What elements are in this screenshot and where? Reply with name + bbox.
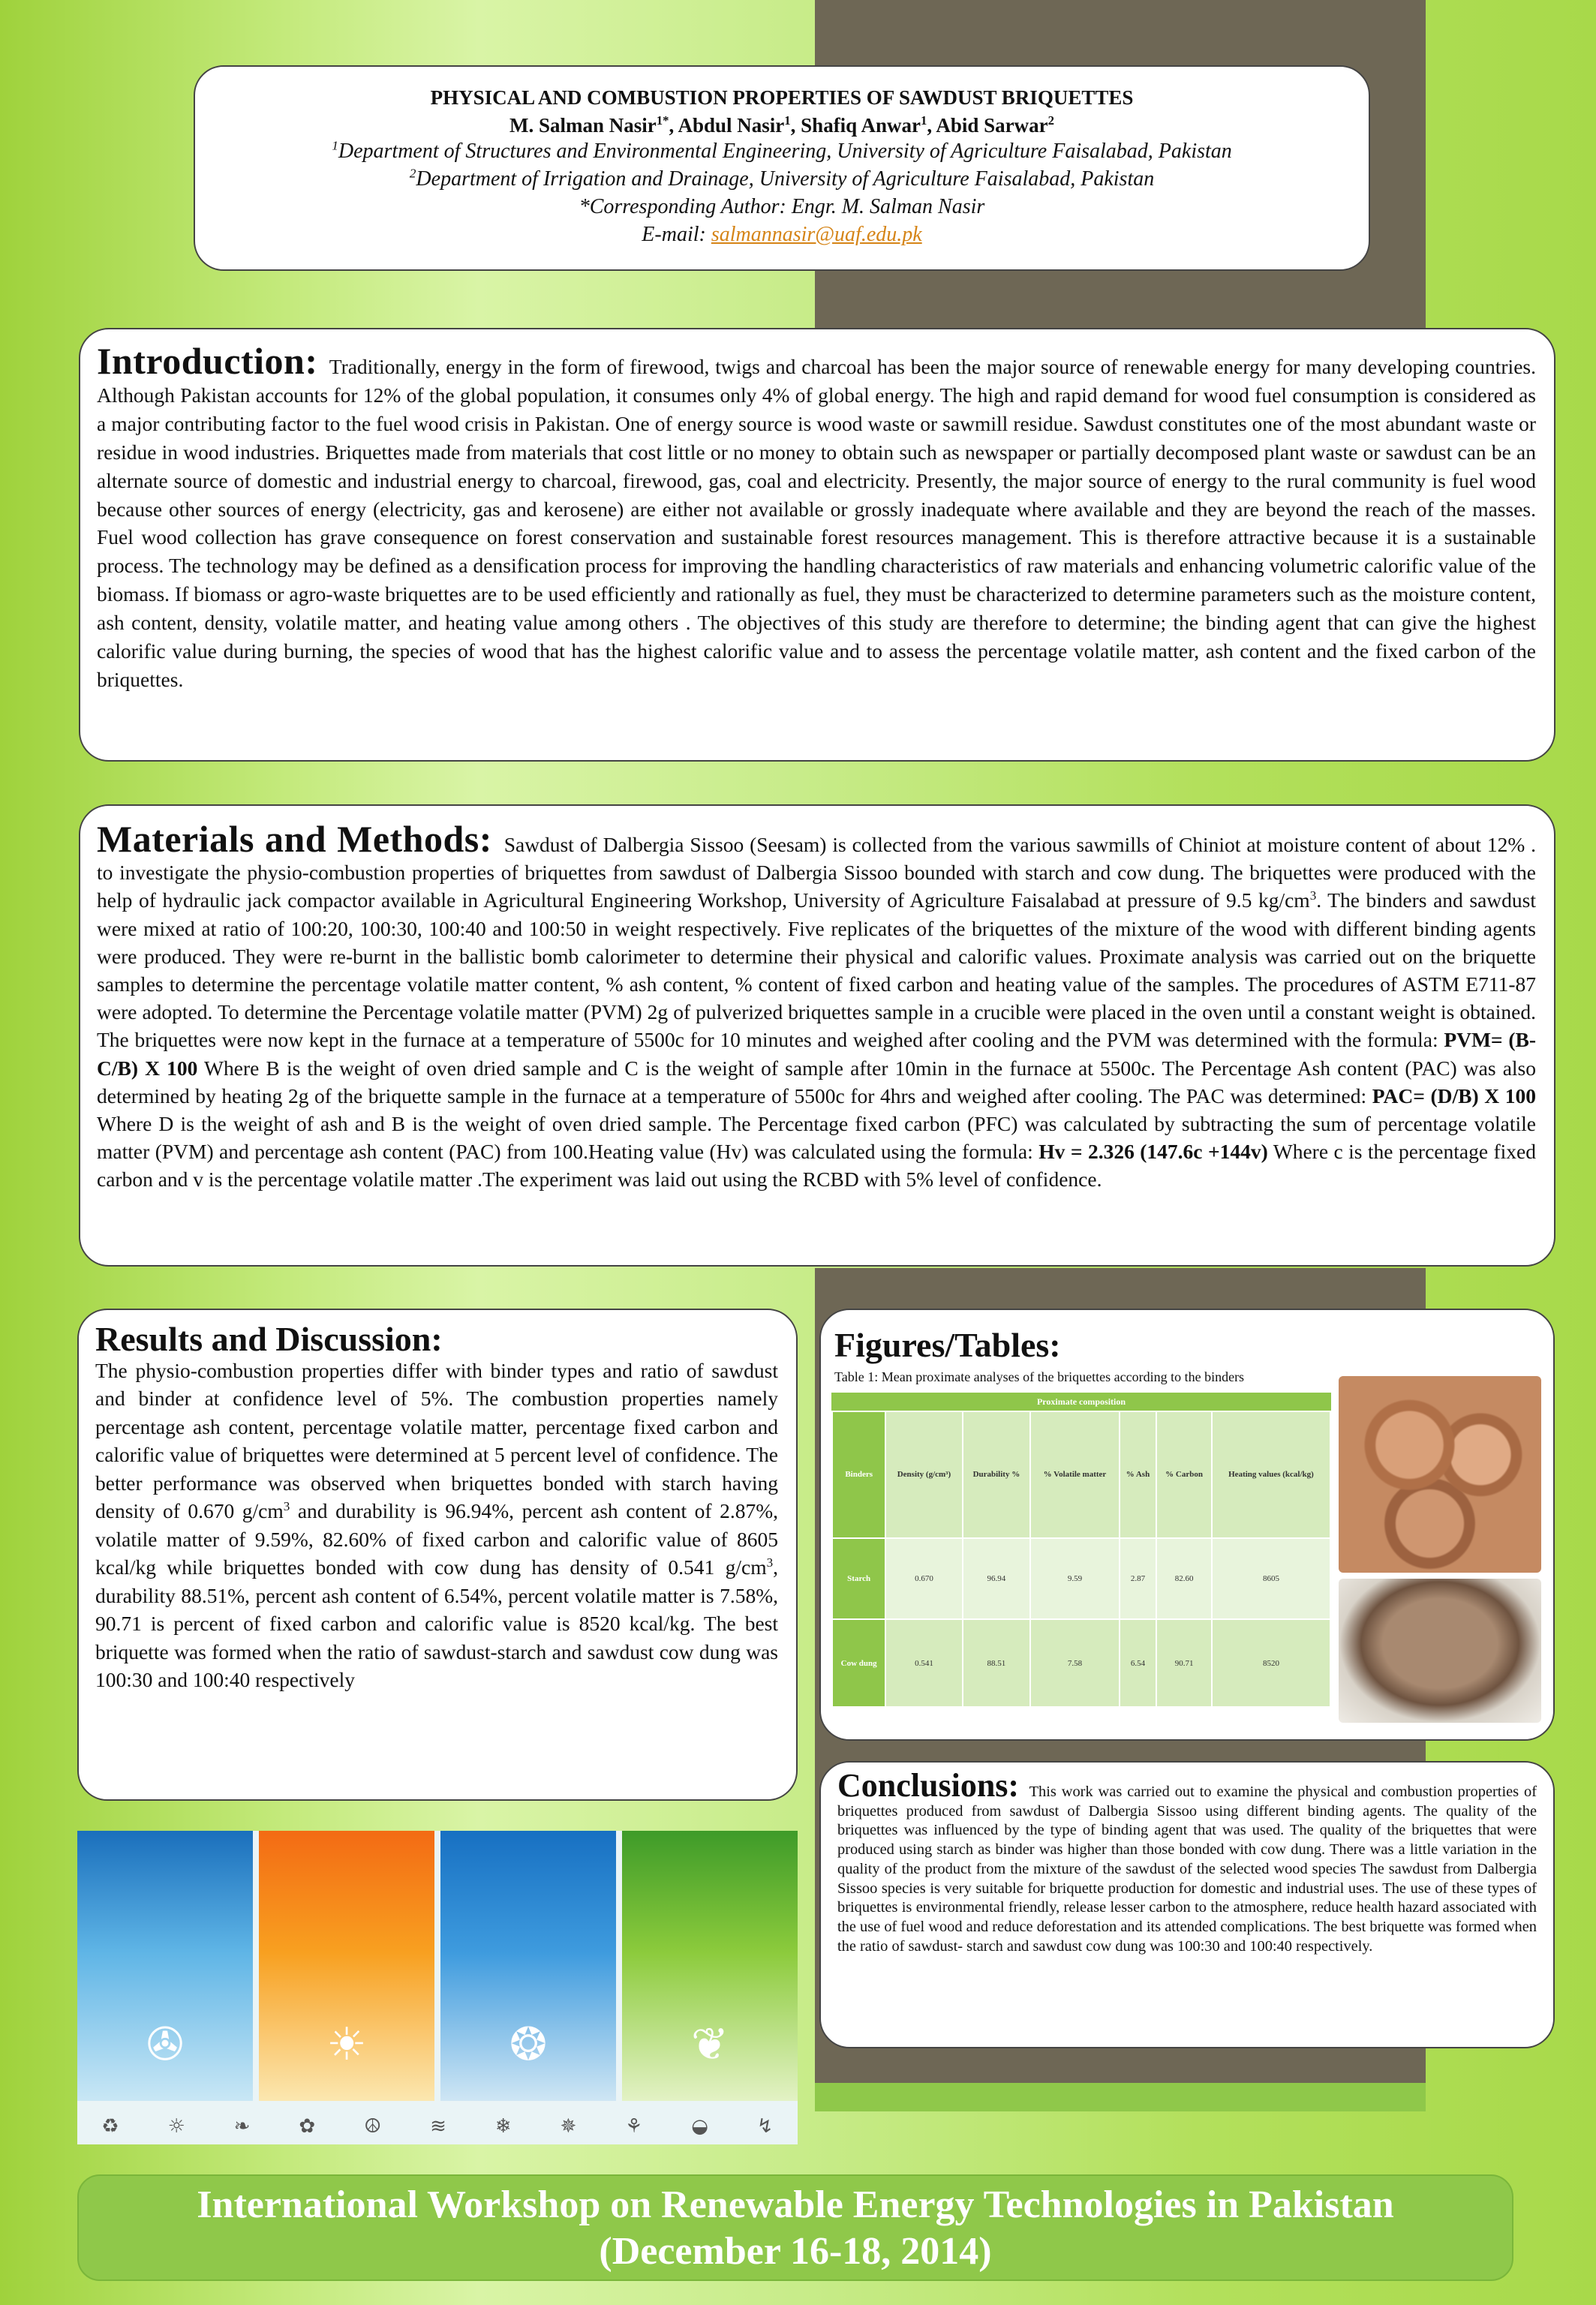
sprout-icon: ⚘: [625, 2115, 643, 2138]
icon-strip: [77, 2111, 798, 2141]
solar-panel: [259, 1831, 434, 2101]
table-cell: 0.541: [885, 1619, 962, 1707]
table-cell: 82.60: [1156, 1538, 1212, 1619]
table-cell: 2.87: [1120, 1538, 1157, 1619]
wind-icon: ↯: [756, 2115, 774, 2138]
author-name: Shafiq Anwar: [801, 114, 921, 137]
sun-icon: ☼: [167, 2115, 185, 2138]
leaf-icon: ❧: [233, 2115, 251, 2138]
column-header: Binders: [832, 1411, 885, 1538]
flower-icon: ✿: [299, 2115, 316, 2138]
methods-section: Materials and Methods: Sawdust of Dalbergia Sissoo (Seesam) is collected from the various sawmills of Chiniot at moisture content of about 12% . to investigate the physio-combustion properties of briquettes from sawdust of Dalbergia Sissoo bounded with starch and cow dung. The briquettes were produced with the help of hydraulic jack compactor available in Agricultural Engineering Workshop, University of Agriculture Faisalabad at pressure of 9.5 $kg/cm^3$. The binders and sawdust were mixed at ratio of 100:20, 100:30, 100:40 and 100:50 in weight respectively. Five replicates of the briquettes of the mixture of the wood with different binding agents were produced. They were re-burnt in the ballistic bomb calorimeter to determine their physical and calorific values. Proximate analysis was carried out on the briquette samples to determine the percentage volatile matter content, % ash content, % content of fixed carbon and heating value of the samples. The procedures of ASTM E711-87 were adopted. To determine the Percentage volatile matter (PVM) 2g of pulverized briquettes sample in a crucible were placed in the oven until a constant weight is obtained. The briquettes were now kept in the furnace at a temperature of 5500c for 10 minutes and weighed after cooling and the PVM was determined with the formula: PVM= (B-C/B) X 100 Where B is the weight of oven dried sample and C is the weight of sample after 10min in the furnace at 5500c. The Percentage Ash content (PAC) was also determined by heating 2g of the briquette sample in the furnace at a temperature of 5500c for 4hrs and weighed after cooling. The PAC was determined: PAC= (D/B) X 100 Where D is the weight of ash and B is the weight of oven dried sample. The Percentage fixed carbon (PFC) was calculated by subtracting the sum of percentage volatile matter (PVM) and percentage ash content (PAC) from 100.Heating value (Hv) was calculated using the formula: Hv = 2.326 (147.6c +144v) Where c is the percentage fixed carbon and v is the percentage volatile matter .The experiment was laid out using the RCBD with 5% level of confidence.: [79, 804, 1555, 1267]
column-header: % Ash: [1120, 1411, 1157, 1538]
title-panel: [194, 65, 1370, 271]
table-cell: 8605: [1212, 1538, 1330, 1619]
corresponding-author: *Corresponding Author: Engr. M. Salman Nasir: [579, 195, 985, 218]
introduction-heading: Introduction:: [97, 340, 318, 382]
introduction-text: Traditionally, energy in the form of firewood, twigs and charcoal has been the major source of renewable energy for many developing countries. Although Pakistan accounts for 12% of the global population, it consumes only 4% of global energy. The high and rapid demand for wood fuel consumption is considered as a major contributing factor to the fuel wood crisis in Pakistan. One of energy source is wood waste or sawmill residue. Sawdust constitutes one of the most abundant waste or residue in wood industries. Briquettes made from materials that cost little or no money to obtain such as newspaper or partially decomposed plant waste or sawdust can be an alternate source of domestic and industrial energy to charcoal, firewood, gas, coal and electricity. Presently, the major source of energy to the rural community is fuel wood because other sources of energy (electricity, gas and kerosene) are either not available or grossly inadequate where available and they are beyond the reach of the masses. Fuel wood collection has grave consequence on forest conservation and sustainable forest resources management. This is therefore attractive because it is a sustainable process. The technology may be defined as a densification process for improving the handling characteristics of raw materials and enhancing volumetric calorific value of the biomass. If biomass or agro-waste briquettes are to be used efficiently and rationally as fuel, they must be characterized to determine parameters such as the moisture content, ash content, density, volatile matter, and heating value among others . The objectives of this study are therefore to determine; the binding agent that can give the highest calorific value during burning, the species of wood that has the highest calorific value and to assess the percentage volatile matter, ash content and the fixed carbon of the briquettes.: [97, 355, 1536, 691]
formula-pvm: PVM= (B-C/B) X 100: [97, 1028, 1536, 1080]
briquettes-photo: [1339, 1376, 1541, 1573]
water-drop-icon: ◒: [691, 2115, 708, 2138]
author-name: M. Salman Nasir: [509, 114, 657, 137]
recycle-icon: ♻: [101, 2115, 119, 2138]
table-cell: 9.59: [1030, 1538, 1119, 1619]
conclusions-section: [819, 1761, 1555, 2048]
results-section: Results and Discussion: The physio-combustion properties differ with binder types and ratio of sawdust and binder at confidence level of 5%. The combustion properties namely percentage ash content, percentage volatile matter, percentage fixed carbon and calorific value of briquettes were determined at 5 percent level of confidence. The better performance was observed when briquettes bonded with starch having density of 0.670 $g/cm^3$ and durability is 96.94%, percent ash content of 2.87%, volatile matter of 9.59%, 82.60% of fixed carbon and calorific value of 8605 kcal/kg while briquettes bonded with cow dung has density of 0.541 $g/cm^3$, durability 88.51%, percent ash content of 6.54%, percent volatile matter is 7.58%, 90.71 is percent of fixed carbon and calorific value is 8520 kcal/kg. The best briquette was formed when the ratio of sawdust-starch and sawdust cow dung was 100:30 and 100:40 respectively: [77, 1309, 798, 1801]
sun-icon: ☀: [326, 2018, 367, 2071]
table-cell: 96.94: [963, 1538, 1031, 1619]
conference-footer: [77, 2174, 1513, 2281]
plant-icon: ❦: [690, 2018, 729, 2071]
conference-dates: (December 16-18, 2014): [599, 2230, 992, 2273]
table-cell: Starch: [832, 1538, 885, 1619]
star-icon: ✵: [560, 2115, 577, 2138]
table-group-header: Proximate composition: [1036, 1396, 1126, 1407]
table-cell: 90.71: [1156, 1619, 1212, 1707]
figures-heading: Figures/Tables:: [834, 1326, 1061, 1364]
snow-icon: ❄: [494, 2115, 512, 2138]
table-grid: [831, 1411, 1331, 1708]
column-header: Durability %: [963, 1411, 1031, 1538]
table-cell: 7.58: [1030, 1619, 1119, 1707]
email-link[interactable]: salmannasir@uaf.edu.pk: [711, 223, 922, 246]
wind-turbine-icon: ✇: [146, 2018, 185, 2071]
table-header-row: [832, 1411, 1330, 1538]
results-heading: Results and Discussion:: [95, 1320, 443, 1358]
table-row: [832, 1619, 1330, 1707]
briquette-closeup-photo: [1339, 1579, 1541, 1723]
column-header: Density (g/cm³): [885, 1411, 962, 1538]
table-cell: 88.51: [963, 1619, 1031, 1707]
email-line: E-mail: salmannasir@uaf.edu.pk: [642, 223, 922, 246]
author-name: Abid Sarwar: [936, 114, 1048, 137]
table-row: [832, 1538, 1330, 1619]
table-caption: Table 1: Mean proximate analyses of the briquettes according to the binders: [834, 1369, 1245, 1384]
seeds-icon: ❂: [509, 2018, 548, 2071]
introduction-section: [79, 328, 1555, 762]
column-header: % Carbon: [1156, 1411, 1212, 1538]
figures-section: [819, 1309, 1555, 1741]
table-cell: 8520: [1212, 1619, 1330, 1707]
column-header: % Volatile matter: [1030, 1411, 1119, 1538]
affiliation-1: $^1$Department of Structures and Environmental Engineering, University of Agriculture Faisalabad, Pakistan: [332, 138, 1232, 163]
formula-pac: PAC= (D/B) X 100: [1372, 1083, 1536, 1107]
affiliation-2: $^2$Department of Irrigation and Drainage, University of Agriculture Faisalabad, Pakistan: [409, 166, 1155, 191]
water-panel: [440, 1831, 616, 2101]
table-cell: 6.54: [1120, 1619, 1157, 1707]
wind-panel: [77, 1831, 253, 2101]
renewable-energy-illustration: [77, 1831, 798, 2144]
peace-icon: ☮: [364, 2115, 382, 2138]
conference-name: International Workshop on Renewable Energy Technologies in Pakistan: [197, 2183, 1394, 2226]
conclusions-heading: Conclusions:: [837, 1767, 1020, 1804]
decor-green-bar: [815, 2083, 1426, 2111]
biomass-panel: [622, 1831, 798, 2101]
table-cell: 0.670: [885, 1538, 962, 1619]
authors: M. Salman Nasir$^{1*}$, Abdul Nasir$^1$, Shafiq Anwar$^1$, Abid Sarwar$^2$: [509, 113, 1054, 137]
column-header: Heating values (kcal/kg): [1212, 1411, 1330, 1538]
methods-heading: Materials and Methods:: [97, 818, 492, 860]
wave-icon: ≋: [430, 2115, 446, 2138]
formula-hv: Hv = 2.326 (147.6c +144v): [1038, 1140, 1268, 1164]
conclusions-text: This work was carried out to examine the physical and combustion properties of briquettes produced from sawdust of Dalbergia Sissoo using different binding agents. The quality of the briquettes was influenced by the type of binding agent that was used. The quality of the briquettes that were produced using starch as binder was higher than those bonded with cow dung. There was a little variation in the quality of the product from the mixture of the sawdust of the selected wood species The sawdust from Dalbergia Sissoo species is very suitable for briquette production for domestic and industrial uses. The use of these types of briquettes is environmental friendly, release lesser carbon to the atmosphere, reduce health hazard associated with the use of fuel wood and reduce deforestation and its attended complications. The best briquette was formed when the ratio of sawdust- starch and sawdust cow dung was 100:30 and 100:40 respectively.: [837, 1784, 1537, 1955]
poster-title: PHYSICAL AND COMBUSTION PROPERTIES OF SAWDUST BRIQUETTES: [430, 86, 1134, 109]
proximate-table: [831, 1393, 1331, 1708]
author-name: Abdul Nasir: [678, 114, 785, 137]
table-cell: Cow dung: [832, 1619, 885, 1707]
